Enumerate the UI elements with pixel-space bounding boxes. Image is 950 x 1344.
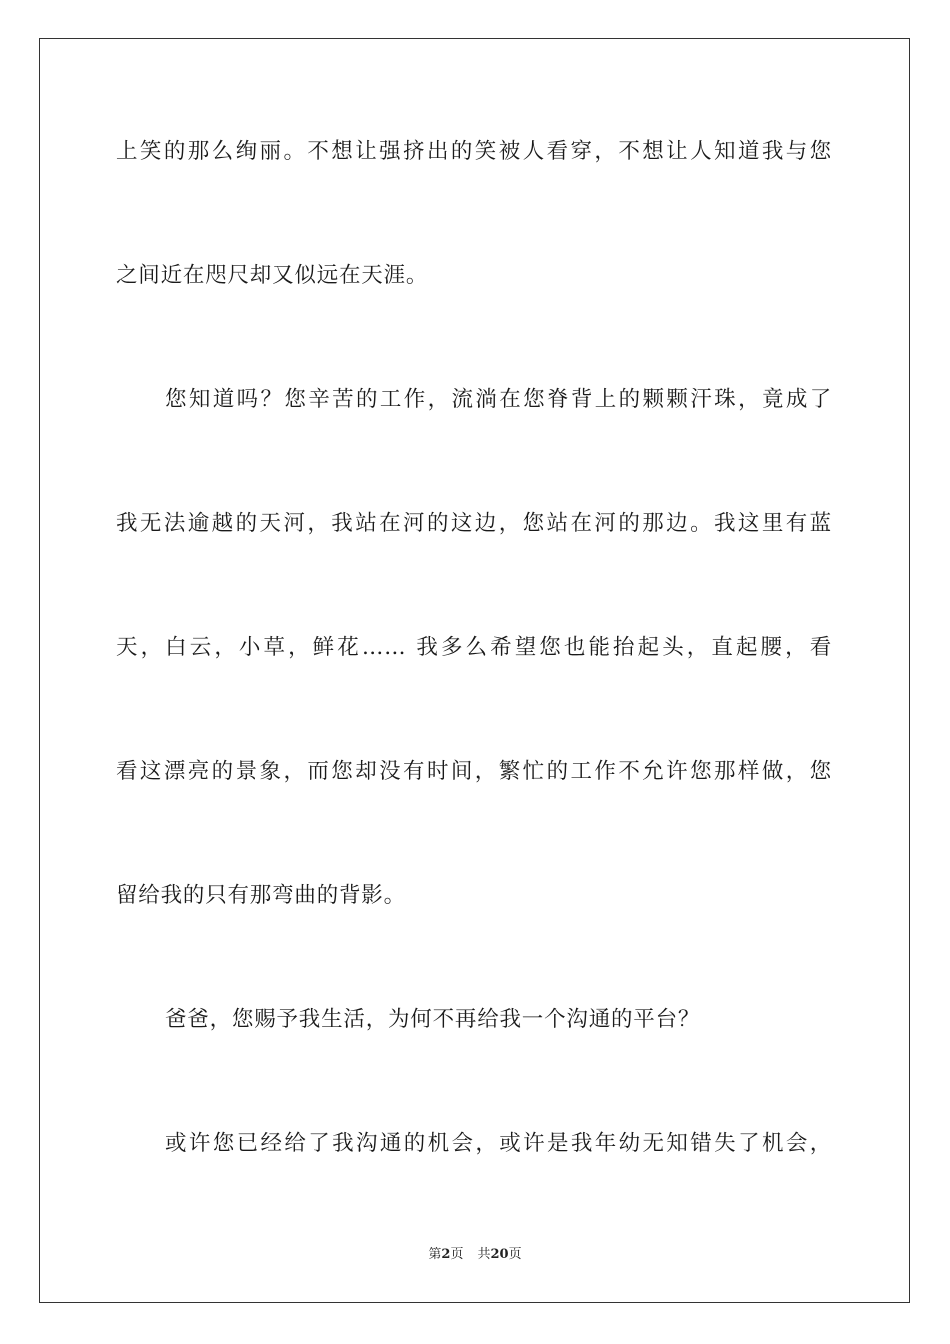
paragraph-first-line: 您知道吗？您辛苦的工作，流淌在您脊背上的颗颗汗珠，竟成了: [165, 387, 832, 412]
text-line: 上笑的那么绚丽。不想让强挤出的笑被人看穿，不想让人知道我与您: [116, 139, 832, 164]
paragraph-first-line: 或许您已经给了我沟通的机会，或许是我年幼无知错失了机会，: [165, 1131, 832, 1156]
text-line: 之间近在咫尺却又似远在天涯。: [116, 263, 429, 288]
page-number: 2: [441, 1247, 451, 1262]
total-pages: 20: [490, 1247, 509, 1262]
paragraph-first-line: 爸爸，您赐予我生活，为何不再给我一个沟通的平台？: [165, 1007, 701, 1032]
page-border: [39, 38, 910, 1303]
total-prefix: 共: [477, 1247, 491, 1262]
text-line: 我无法逾越的天河，我站在河的这边，您站在河的那边。我这里有蓝: [116, 511, 832, 536]
page-footer: [0, 1247, 950, 1263]
page-prefix: 第: [428, 1247, 442, 1262]
text-line: 看这漂亮的景象，而您却没有时间，繁忙的工作不允许您那样做，您: [116, 759, 832, 784]
text-line: 留给我的只有那弯曲的背影。: [116, 883, 406, 908]
total-suffix: 页: [508, 1247, 522, 1262]
page-suffix: 页: [450, 1247, 464, 1262]
text-line: 天，白云，小草，鲜花…… 我多么希望您也能抬起头，直起腰，看: [116, 635, 832, 660]
